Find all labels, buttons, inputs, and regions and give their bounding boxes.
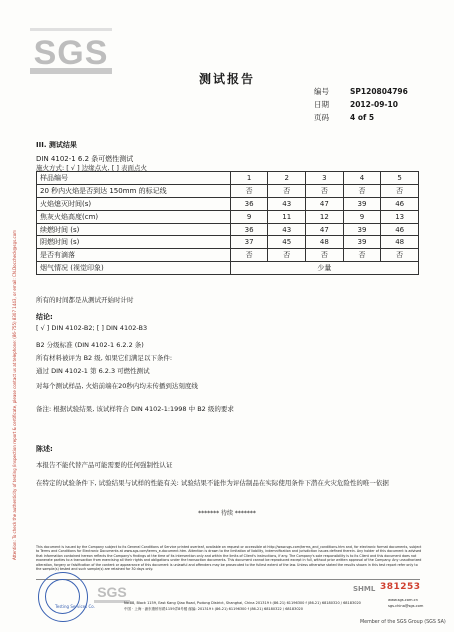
- footer-email: sgs.china@sgs.com: [388, 604, 424, 608]
- table-cell: 否: [306, 184, 344, 197]
- table-header-cell: 1: [230, 172, 268, 185]
- shml-label: SHML: [353, 585, 376, 593]
- test-standard: DIN 4102-1 6.2 条可燃性测试: [36, 155, 134, 163]
- table-cell: 39: [343, 236, 381, 249]
- authenticity-side-note-text: Attention: To check the authenticity of testing /inspection report & certificate, please contact us at telephone: (86-755) 8307 1443, or email: CN.Doccheck@sgs.com: [12, 229, 17, 560]
- company-seal: [38, 572, 88, 622]
- row-label: 20 秒内火焰是否到达 150mm 的标记线: [37, 184, 231, 197]
- table-cell: 13: [381, 210, 419, 223]
- serial-number: 381253: [380, 582, 421, 592]
- table-row: [37, 236, 419, 249]
- table-cell: 39: [343, 223, 381, 236]
- table-header-row: [37, 172, 419, 185]
- table-cell: 9: [343, 210, 381, 223]
- meta-row-number: [314, 85, 408, 98]
- table-cell: 47: [306, 197, 344, 210]
- table-header-cell: 5: [381, 172, 419, 185]
- address-english: No.88, Block 1159, East Kang Qiao Road, Pudong District, Shanghai, China 201319 t (86-21) 61196300 f (86-21) 68180320 / 68183020: [124, 601, 361, 605]
- b2-criteria-line: 对每个测试样品, 火焰前端在20秒内均未传播到达刻度线: [36, 382, 198, 390]
- report-meta: [314, 85, 408, 124]
- table-row: [37, 184, 419, 197]
- table-cell: 否: [230, 184, 268, 197]
- table-cell: 否: [230, 249, 268, 262]
- table-row: [37, 249, 419, 262]
- legal-disclaimer: This document is issued by the Company subject to its General Conditions of Service printed overleaf, available on request or accessible at http://www.sgs.com/terms_and_conditions.htm and, for electronic format documents, subject to Terms and Conditions for Electronic Documents at www.sgs.com/terms_e-document.htm. Attention is drawn to the limitation of liability, indemnification and jurisdiction issues defined therein. Any holder of this document is advised that information contained hereon reflects the Company's findings at the time of its intervention only and within the limits of Client's instructions, if any. The Company's sole responsibility is to its Client and this document does not exonerate parties to a transaction from exercising all their rights and obligations under the transaction documents. This document cannot be reproduced except in full, without prior written approval of the Company. Any unauthorized alteration, forgery or falsification of the content or appearance of this document is unlawful and offenders may be prosecuted to the fullest extent of the law. Unless otherwise stated the results shown in this test report refer only to the sample(s) tested and such sample(s) are retained for 30 days only.: [36, 545, 422, 572]
- table-cell: 48: [306, 236, 344, 249]
- ignition-method: 施火方式: [ √ ] 边缘点火, [ ] 表面点火: [36, 164, 148, 172]
- table-cell: 36: [230, 223, 268, 236]
- report-date: 2012-09-10: [350, 100, 398, 109]
- table-row: [37, 197, 419, 210]
- table-cell: 43: [268, 223, 306, 236]
- table-row: [37, 223, 419, 236]
- authenticity-side-note: [4, 130, 16, 560]
- meta-label: 日期: [314, 100, 329, 109]
- classification-choice: [ √ ] DIN 4102-B2; [ ] DIN 4102-B3: [36, 324, 148, 332]
- table-header-cell: 2: [268, 172, 306, 185]
- results-table: [36, 171, 419, 275]
- table-row-smoke: [37, 262, 419, 275]
- table-cell: 11: [268, 210, 306, 223]
- table-header-cell: 4: [343, 172, 381, 185]
- table-cell: 否: [343, 249, 381, 262]
- table-cell: 45: [268, 236, 306, 249]
- footer-address: [124, 600, 374, 612]
- footer-website: www.sgs.com.cn: [388, 598, 418, 602]
- sgs-logo-text: SGS: [33, 34, 109, 72]
- table-cell: 否: [268, 249, 306, 262]
- table-cell: 47: [306, 223, 344, 236]
- table-cell: 39: [343, 197, 381, 210]
- meta-row-date: [314, 98, 408, 111]
- report-title: 测试报告: [198, 72, 255, 86]
- table-cell: 43: [268, 197, 306, 210]
- report-number: SP120804796: [350, 87, 408, 96]
- row-label: 是否有滴落: [37, 249, 231, 262]
- statement-line: 在特定的试验条件下, 试验结果与试样的性能有关: 试验结果不能作为评估制品在实际使用条件下潜在火灾危险性的唯一依据: [36, 479, 389, 487]
- table-cell: 46: [381, 223, 419, 236]
- row-label: 烟气情况 (视觉印象): [37, 262, 231, 275]
- table-row: [37, 210, 419, 223]
- group-membership: Member of the SGS Group (SGS SA): [360, 620, 446, 625]
- footer-logo-text: SGS: [97, 584, 127, 600]
- conclusion-remark: 备注: 根据试验结果, 该试样符合 DIN 4102-1:1998 中 B2 级的要求: [36, 405, 234, 413]
- statement-line: 本报告不能代替产品可能需要的任何强制性认证: [36, 461, 173, 469]
- b2-criteria-heading: B2 分级标准 (DIN 4102-1 6.2.2 条): [36, 341, 144, 349]
- smoke-value-cell: 少量: [230, 262, 418, 275]
- address-chinese: 中国 · 上海 · 浦东康桥东路1159弄8号楼 邮编: 201319 t (86-21) 61196300 f (86-21) 68180322 / 68183020: [124, 607, 304, 611]
- seal-caption: Testing Services Co.: [55, 604, 95, 609]
- section-heading: III. 测试结果: [36, 141, 77, 149]
- row-label: 续燃时间 (s): [37, 223, 231, 236]
- timing-note: 所有的时间都是从测试开始时计时: [36, 296, 134, 304]
- statement-heading: 陈述:: [36, 445, 53, 453]
- row-label: 焦灰火焰高度(cm): [37, 210, 231, 223]
- table-cell: 37: [230, 236, 268, 249]
- table-cell: 否: [381, 184, 419, 197]
- table-cell: 否: [381, 249, 419, 262]
- table-cell: 36: [230, 197, 268, 210]
- meta-label: 页码: [314, 113, 329, 122]
- b2-criteria-line: 所有材料被评为 B2 级, 如果它们满足以下条件:: [36, 354, 173, 362]
- table-header-cell: 样品编号: [37, 172, 231, 185]
- table-cell: 12: [306, 210, 344, 223]
- meta-row-page: [314, 111, 408, 124]
- table-cell: 否: [268, 184, 306, 197]
- b2-criteria-line: 通过 DIN 4102-1 第 6.2.3 可燃性测试: [36, 367, 150, 375]
- page-number: 4 of 5: [350, 113, 375, 122]
- table-cell: 46: [381, 197, 419, 210]
- row-label: 火焰熄灭时间(s): [37, 197, 231, 210]
- conclusion-heading: 结论:: [36, 313, 53, 321]
- row-label: 阴燃时间 (s): [37, 236, 231, 249]
- table-cell: 否: [306, 249, 344, 262]
- table-cell: 48: [381, 236, 419, 249]
- table-cell: 9: [230, 210, 268, 223]
- continued-mark: ******* 待续 *******: [198, 510, 256, 517]
- table-header-cell: 3: [306, 172, 344, 185]
- footer-divider: [36, 579, 420, 580]
- table-cell: 否: [343, 184, 381, 197]
- meta-label: 编号: [314, 87, 329, 96]
